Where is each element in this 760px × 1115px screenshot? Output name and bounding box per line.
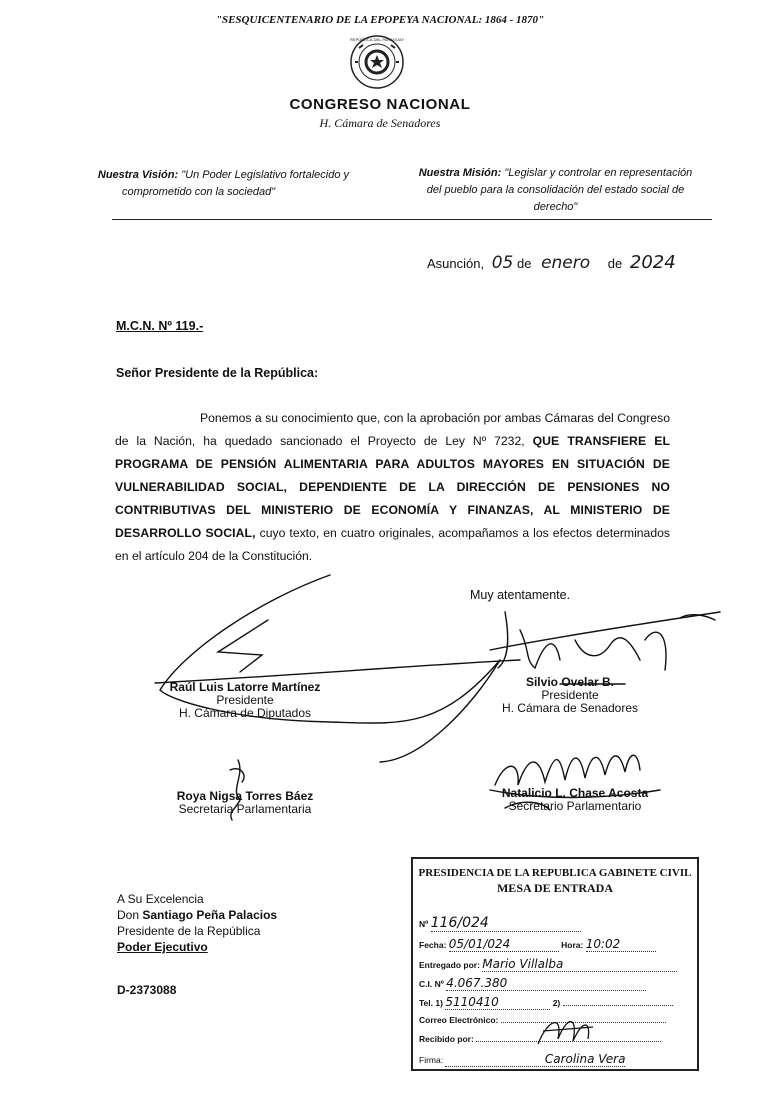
mission-text-2: del pueblo para la consolidación del estado social de — [426, 184, 685, 196]
stamp-phone-label: Tel. 1) — [419, 998, 443, 1008]
signatory-torres — [150, 790, 340, 816]
stamp-number-label: Nº — [419, 919, 429, 929]
stamp-title-2: MESA DE ENTRADA — [496, 881, 613, 895]
mission-label: Nuestra Misión: — [418, 167, 502, 179]
svg-text:REPÚBLICA DEL PARAGUAY: REPÚBLICA DEL PARAGUAY — [350, 37, 404, 42]
recipient-title: Presidente de la República — [117, 924, 261, 938]
stamp-number-value: 116/024 — [430, 915, 489, 931]
stamp-row-id — [419, 976, 646, 991]
reference-number: M.C.N. Nº 119.- — [116, 319, 204, 333]
date-city: Asunción, — [427, 256, 485, 271]
date-month: enero — [541, 253, 591, 273]
salutation: Señor Presidente de la República: — [116, 366, 319, 380]
stamp-delivered-value: Mario Villalba — [482, 957, 564, 971]
recipient-block — [117, 891, 277, 955]
date-de-1: de — [516, 256, 532, 271]
date-year: 2024 — [629, 252, 676, 273]
stamp-signature-value: Carolina Vera — [544, 1052, 626, 1066]
stamp-id-value: 4.067.380 — [446, 976, 508, 990]
signatory-torres-name: Roya Nigsa Torres Báez — [176, 789, 314, 803]
recipient-prefix: Don — [117, 908, 140, 922]
stamp-received-label: Recibido por: — [419, 1034, 474, 1044]
stamp-row-signature — [419, 1052, 625, 1067]
stamp-title-1: PRESIDENCIA DE LA REPUBLICA GABINETE CIVIL — [418, 867, 692, 879]
stamp-row-number — [419, 915, 581, 932]
signatory-chase — [475, 787, 675, 813]
stamp-received-signature — [533, 1009, 623, 1054]
body-closing: cuyo texto, en cuatro originales, acompañamos a los efectos determinados en el artículo 204 de la Constitución. — [115, 526, 670, 563]
signatory-latorre-name: Raúl Luis Latorre Martínez — [169, 680, 321, 694]
mission-text-1: "Legislar y controlar en representación — [504, 167, 693, 179]
institution-name: CONGRESO NACIONAL — [289, 96, 471, 113]
bill-title: QUE TRANSFIERE EL PROGRAMA DE PENSIÓN ALIMENTARIA PARA ADULTOS MAYORES EN SITUACIÓN DE VULNERABILIDAD SOCIAL, DEPENDIENTE DE LA DIRECCIÓN DE PENSIONES NO CONTRIBUTIVAS DEL MINISTERIO DE ECONOMÍA Y FINANZAS, AL MINISTERIO DE DESARROLLO SOCIAL, — [115, 434, 670, 540]
commemorative-motto: "SESQUICENTENARIO DE LA EPOPEYA NACIONAL: 1864 - 1870" — [215, 14, 545, 26]
stamp-phone-value: 5110410 — [445, 995, 499, 1009]
signatory-torres-role: Secretaria Parlamentaria — [178, 802, 312, 816]
signatory-ovelar — [475, 676, 665, 715]
signatory-chase-name: Natalicio L. Chase Acosta — [501, 786, 649, 800]
stamp-id-label: C.I. Nº — [419, 979, 444, 989]
stamp-delivered-label: Entregado por: — [419, 960, 480, 970]
vision-text-1: "Un Poder Legislativo fortalecido y — [181, 169, 349, 181]
signatory-ovelar-role: Presidente — [541, 688, 599, 702]
stamp-row-phone — [419, 995, 673, 1010]
vision-label: Nuestra Visión: — [97, 169, 179, 181]
document-code: D-2373088 — [117, 983, 177, 997]
stamp-email-label: Correo Electrónico: — [419, 1015, 499, 1025]
recipient-branch: Poder Ejecutivo — [117, 940, 208, 954]
date-de-2: de — [607, 256, 623, 271]
stamp-date-value: 05/01/024 — [448, 937, 511, 951]
signatory-ovelar-name: Silvio Ovelar B. — [525, 675, 615, 689]
body-intro: Ponemos a su conocimiento que, con la aprobación por ambas Cámaras del Congreso de la Nación, ha quedado sancionado el Proyecto de Ley Nº 7232, — [115, 411, 670, 448]
signatory-chase-role: Secretario Parlamentario — [508, 799, 642, 813]
stamp-phone2-label: 2) — [552, 998, 561, 1008]
signatory-latorre-role: Presidente — [216, 693, 274, 707]
date-day: 05 — [491, 253, 514, 273]
signatory-ovelar-body: H. Cámara de Senadores — [501, 701, 639, 715]
recipient-name: Santiago Peña Palacios — [142, 908, 278, 922]
chamber-name: H. Cámara de Senadores — [319, 116, 441, 130]
reception-stamp — [411, 857, 699, 1071]
stamp-signature-label: Firma: — [419, 1055, 444, 1065]
stamp-time-label: Hora: — [561, 940, 584, 950]
signatory-latorre-body: H. Cámara de Diputados — [178, 706, 312, 720]
stamp-row-date — [419, 937, 656, 952]
stamp-row-delivered — [419, 957, 677, 972]
vision-text-2: comprometido con la sociedad" — [122, 186, 276, 198]
signatory-latorre — [135, 681, 355, 720]
mission-text-3: derecho" — [533, 201, 578, 213]
recipient-line-1: A Su Excelencia — [117, 892, 204, 906]
stamp-time-value: 10:02 — [585, 937, 621, 951]
closing-text: Muy atentamente. — [470, 588, 571, 602]
stamp-date-label: Fecha: — [419, 940, 447, 950]
